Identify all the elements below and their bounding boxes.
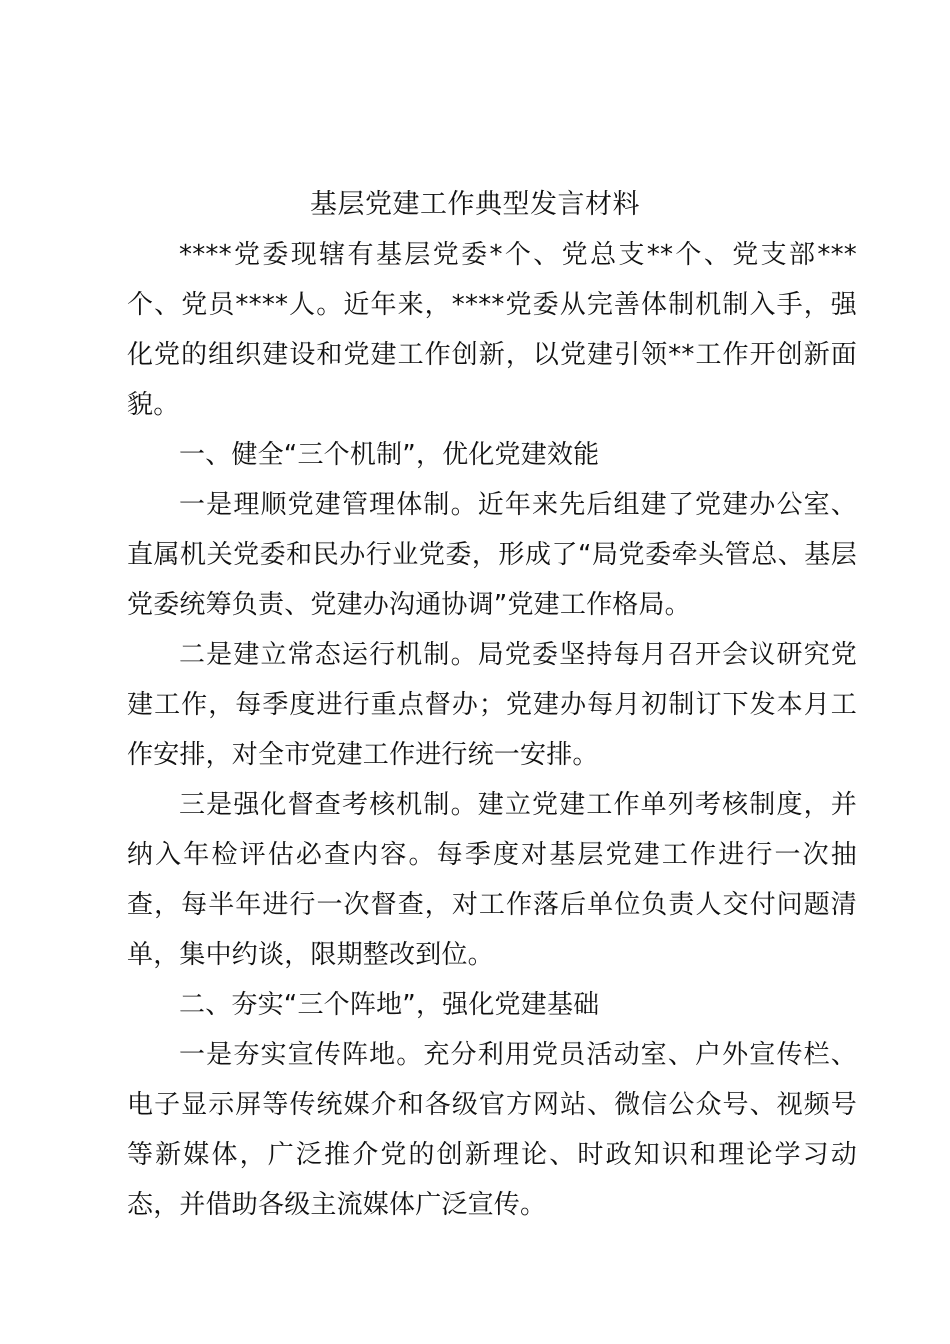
- paragraph-1-2: 二是建立常态运行机制。局党委坚持每月召开会议研究党建工作，每季度进行重点督办；党建办每月初制订下发本月工作安排，对全市党建工作进行统一安排。: [127, 640, 857, 770]
- paragraph-1-3: 三是强化督查考核机制。建立党建工作单列考核制度，并纳入年检评估必查内容。每季度对基层党建工作进行一次抽查，每半年进行一次督查，对工作落后单位负责人交付问题清单，集中约谈，限期整改到位。: [127, 790, 857, 970]
- paragraph-2-1: 一是夯实宣传阵地。充分利用党员活动室、户外宣传栏、电子显示屏等传统媒介和各级官方网站、微信公众号、视频号等新媒体，广泛推介党的创新理论、时政知识和理论学习动态，并借助各级主流媒体广泛宣传。: [127, 1040, 857, 1220]
- paragraph-1-1: 一是理顺党建管理体制。近年来先后组建了党建办公室、直属机关党委和民办行业党委，形成了“局党委牵头管总、基层党委统筹负责、党建办沟通协调”党建工作格局。: [127, 490, 857, 620]
- section-heading-2: 二、夯实“三个阵地”，强化党建基础: [179, 990, 600, 1020]
- document-title: 基层党建工作典型发言材料: [310, 189, 640, 220]
- paragraph-intro: ****党委现辖有基层党委*个、党总支**个、党支部***个、党员****人。近年来，****党委从完善体制机制入手，强化党的组织建设和党建工作创新，以党建引领**工作开创新面貌。: [127, 240, 857, 420]
- document-body: [127, 230, 857, 1230]
- section-heading-1: 一、健全“三个机制”，优化党建效能: [179, 440, 600, 470]
